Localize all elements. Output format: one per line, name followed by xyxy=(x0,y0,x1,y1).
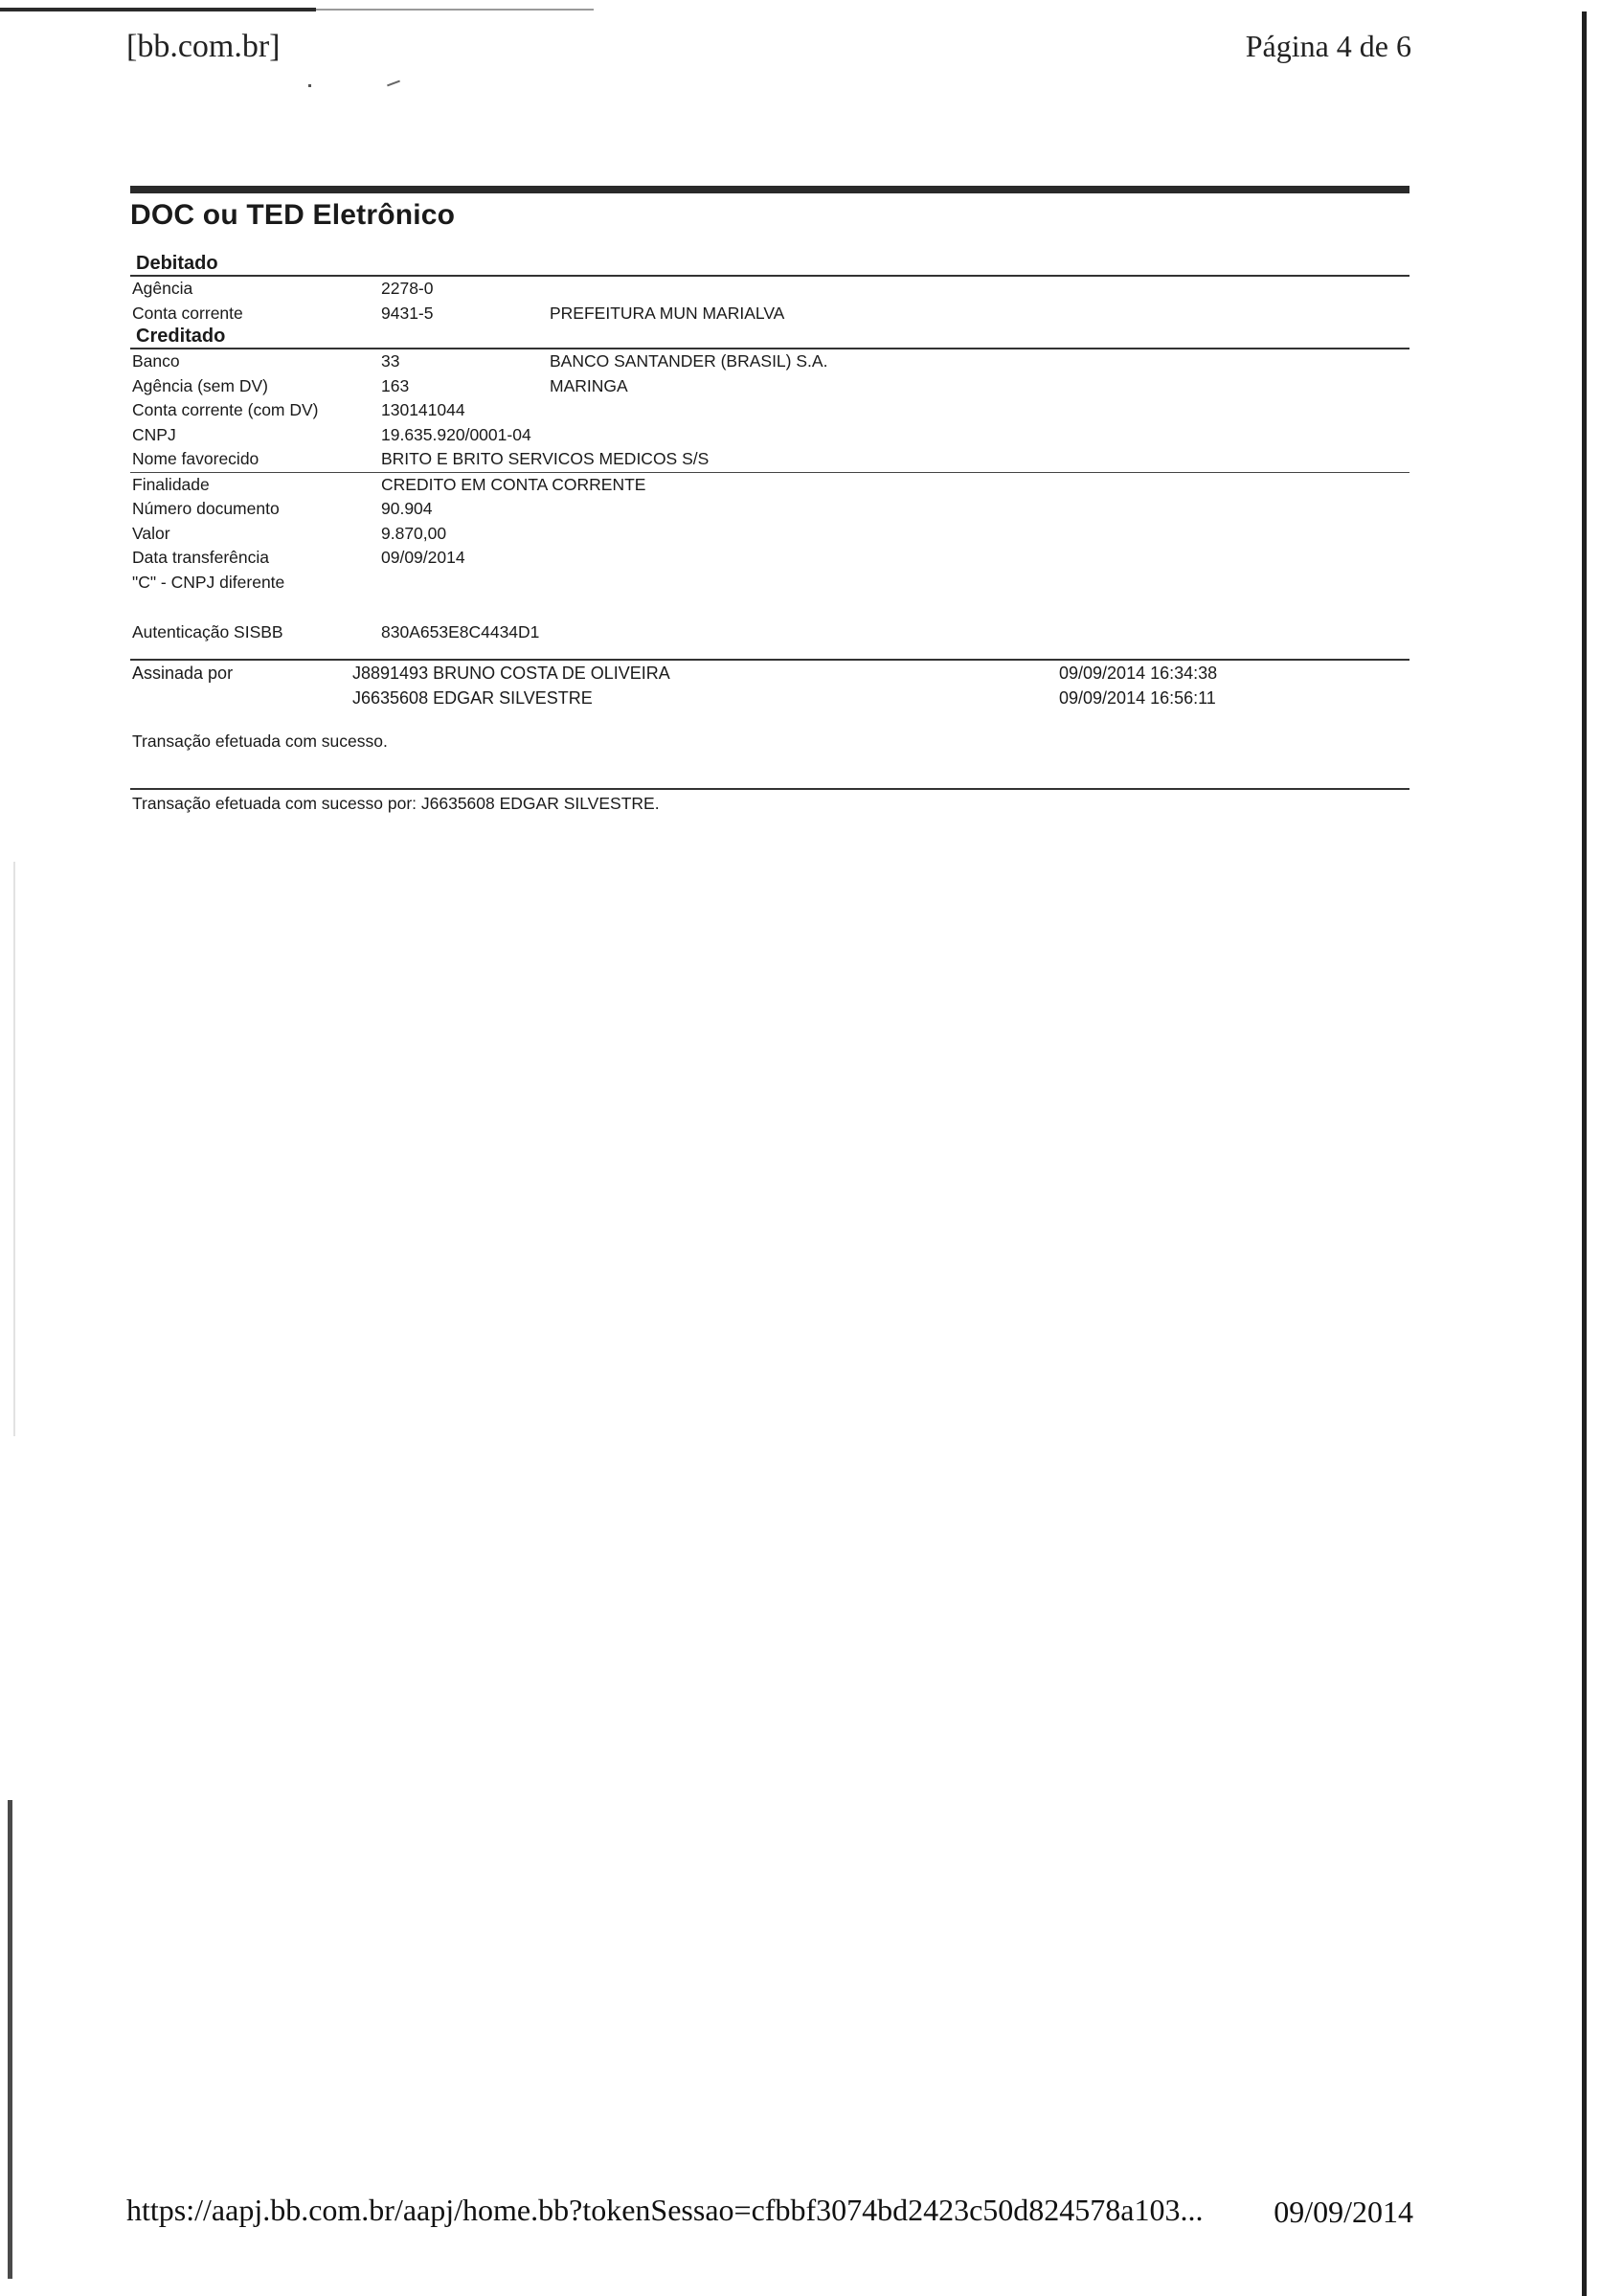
print-header-site: [bb.com.br] xyxy=(126,29,281,64)
field-value: 33 xyxy=(381,351,400,371)
signatures-label: Assinada por xyxy=(132,663,234,683)
field-label: Agência (sem DV) xyxy=(132,375,268,395)
signer-name: J8891493 BRUNO COSTA DE OLIVEIRA xyxy=(352,663,670,683)
field-label: Nome favorecido xyxy=(132,449,259,468)
field-row-cnpj xyxy=(130,423,1409,448)
scan-speck xyxy=(387,80,400,87)
section-heading-debitado: Debitado xyxy=(136,253,218,274)
field-label: Conta corrente xyxy=(132,303,243,323)
field-value: BRITO E BRITO SERVICOS MEDICOS S/S xyxy=(381,449,710,468)
field-row-finalidade xyxy=(130,473,1409,498)
status-message: Transação efetuada com sucesso. xyxy=(132,731,388,751)
field-row-agencia xyxy=(130,277,1409,302)
field-value: 163 xyxy=(381,375,410,395)
field-value: CREDITO EM CONTA CORRENTE xyxy=(381,474,646,494)
scan-edge-top-faint xyxy=(316,9,594,11)
field-row-banco xyxy=(130,349,1409,374)
transfer-receipt xyxy=(130,186,1409,814)
field-extra: PREFEITURA MUN MARIALVA xyxy=(550,303,785,323)
debitado-fields xyxy=(130,277,1409,326)
signatures xyxy=(130,661,1409,710)
final-message: Transação efetuada com sucesso por: J6635608 EDGAR SILVESTRE. xyxy=(132,793,660,813)
auth-code: 830A653E8C4434D1 xyxy=(381,622,540,642)
section-heading-creditado: Creditado xyxy=(136,326,226,347)
field-row-numero-documento xyxy=(130,497,1409,522)
signature-datetime: 09/09/2014 16:34:38 xyxy=(1059,663,1218,683)
field-label: Número documento xyxy=(132,499,280,518)
field-label: "C" - CNPJ diferente xyxy=(132,572,285,592)
field-row-valor xyxy=(130,522,1409,547)
field-value: 2278-0 xyxy=(381,279,434,298)
creditado-fields xyxy=(130,349,1409,472)
field-label: Conta corrente (com DV) xyxy=(132,400,319,419)
signature-row xyxy=(130,661,1409,686)
scan-edge-left xyxy=(8,1800,12,2279)
field-value: 9431-5 xyxy=(381,303,434,323)
field-label: Banco xyxy=(132,351,180,371)
scan-edge-left-faint xyxy=(13,862,15,1436)
field-value: 19.635.920/0001-04 xyxy=(381,424,531,444)
field-value: 09/09/2014 xyxy=(381,548,465,567)
field-extra: BANCO SANTANDER (BRASIL) S.A. xyxy=(550,351,828,371)
print-footer-url: https://aapj.bb.com.br/aapj/home.bb?tokenSessao=cfbbf3074bd2423c50d824578a103... xyxy=(126,2193,1204,2227)
field-row-conta-corrente xyxy=(130,302,1409,326)
field-row-agencia-sem-dv xyxy=(130,374,1409,399)
print-footer-date: 09/09/2014 xyxy=(1274,2195,1413,2229)
signature-row xyxy=(130,686,1409,710)
field-extra: MARINGA xyxy=(550,375,628,395)
field-label: Data transferência xyxy=(132,548,269,567)
field-row-data-transferencia xyxy=(130,546,1409,571)
print-header-page-number: Página 4 de 6 xyxy=(1245,29,1411,63)
transfer-details xyxy=(130,473,1409,596)
field-label: Autenticação SISBB xyxy=(132,622,283,642)
field-row-conta-corrente-com-dv xyxy=(130,398,1409,423)
field-row-cnpj-diferente xyxy=(130,571,1409,596)
scan-edge-top xyxy=(0,8,316,11)
field-label: Valor xyxy=(132,523,170,543)
scan-edge-right xyxy=(1582,11,1587,2296)
field-label: Agência xyxy=(132,279,193,298)
section-rule xyxy=(130,788,1409,790)
field-label: CNPJ xyxy=(132,424,176,444)
field-row-autenticacao xyxy=(130,620,1409,645)
field-value: 90.904 xyxy=(381,499,433,518)
field-row-nome-favorecido xyxy=(130,447,1409,472)
field-value: 130141044 xyxy=(381,400,465,419)
field-value: 9.870,00 xyxy=(381,523,447,543)
scan-speck xyxy=(308,84,311,87)
receipt-title: DOC ou TED Eletrônico xyxy=(130,199,456,231)
signer-name: J6635608 EDGAR SILVESTRE xyxy=(352,687,593,708)
receipt-top-rule xyxy=(130,186,1409,193)
field-label: Finalidade xyxy=(132,474,210,494)
signature-datetime: 09/09/2014 16:56:11 xyxy=(1059,687,1216,708)
